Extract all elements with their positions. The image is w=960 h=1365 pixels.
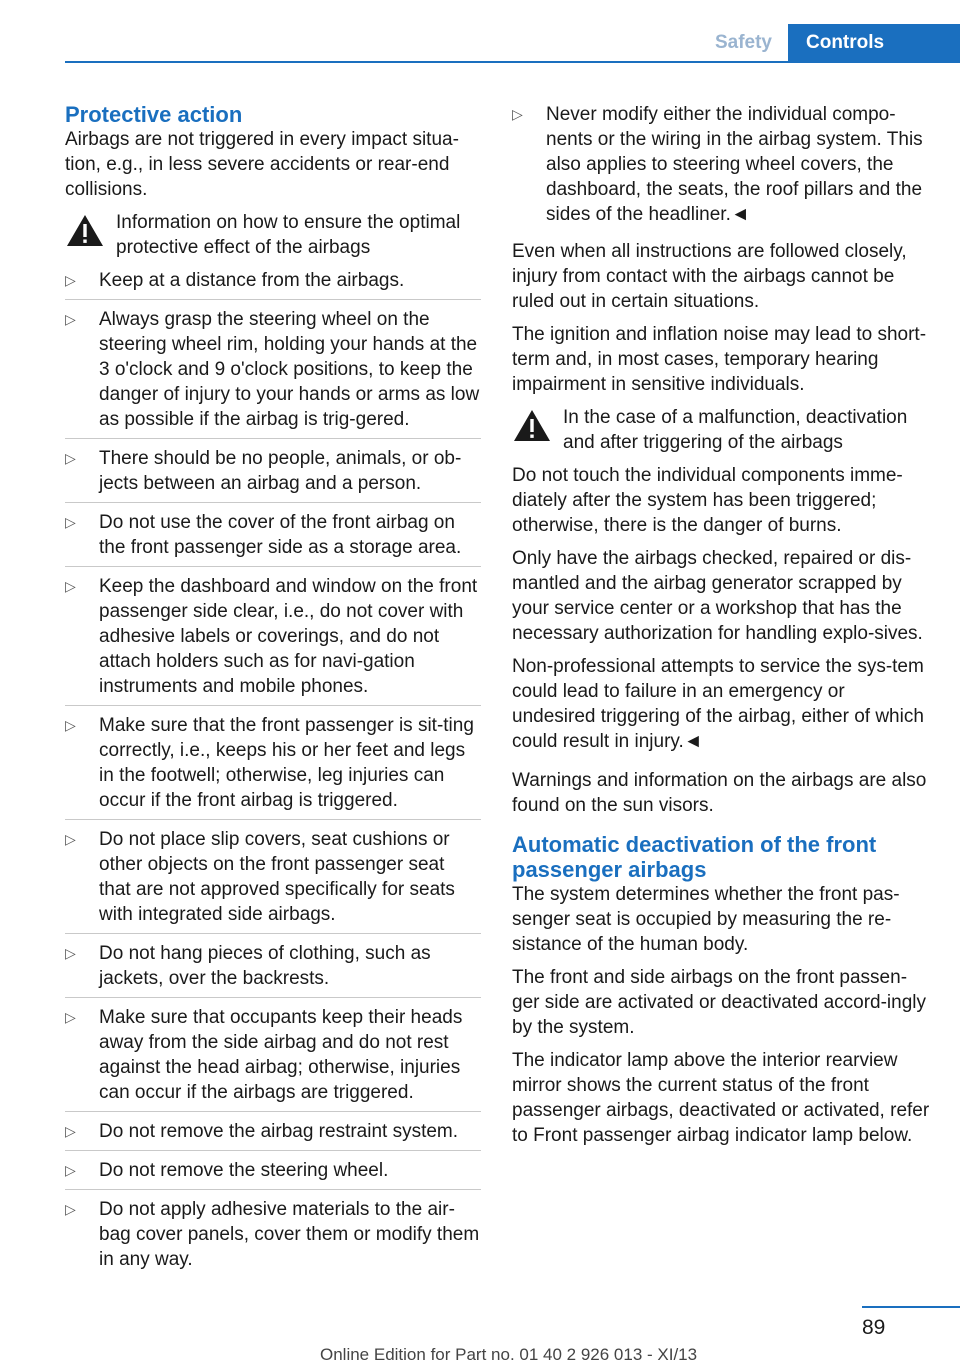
- list-item: ▷ Do not remove the steering wheel.: [65, 1158, 481, 1190]
- paragraph: Even when all instructions are followed closely, injury from contact with the airbags cannot be ruled out in certain situations.: [512, 241, 907, 312]
- list-item: ▷ Keep at a distance from the airbags.: [65, 268, 481, 300]
- right-column: [512, 102, 932, 1156]
- header-rule: [65, 61, 960, 63]
- bullet-triangle-icon: ▷: [65, 450, 76, 466]
- safety-bullet-list: [65, 268, 481, 1278]
- bullet-triangle-icon: ▷: [65, 514, 76, 530]
- section-heading-automatic-deactivation: Automatic deactivation of the front passenger airbags: [512, 832, 877, 882]
- bullet-triangle-icon: ▷: [512, 106, 523, 122]
- paragraph: The system determines whether the front pas-senger seat is occupied by measuring the re-sistance of the human body.: [512, 884, 900, 955]
- bullet-triangle-icon: ▷: [65, 1162, 76, 1178]
- paragraph: Non-professional attempts to service the sys-tem could lead to failure in an emergency or undesired triggering of the airbag, either of which could result in injury.◄: [512, 656, 924, 752]
- bullet-triangle-icon: ▷: [65, 831, 76, 847]
- paragraph: Do not touch the individual components imme-diately after the system has been triggered; otherwise, there is the danger of burns.: [512, 465, 903, 536]
- edition-footer: Online Edition for Part no. 01 40 2 926 013 - XI/13: [320, 1345, 698, 1364]
- intro-paragraph: Airbags are not triggered in every impact situa-tion, e.g., in less severe accidents or rear-end collisions.: [65, 129, 459, 200]
- list-item: ▷ Make sure that the front passenger is sit-ting correctly, i.e., keeps his or her feet and legs in the footwell; otherwise, leg injuries can occur if the front airbag is triggered.: [65, 713, 481, 820]
- list-item: ▷ Do not apply adhesive materials to the air-bag cover panels, cover them or modify them in any way.: [65, 1199, 480, 1270]
- warning-icon: [512, 408, 552, 444]
- continued-bullet-list: [512, 102, 932, 233]
- paragraph: The ignition and inflation noise may lead to short-term and, in most cases, temporary hearing impairment in sensitive individuals.: [512, 324, 927, 395]
- list-item: ▷ Make sure that occupants keep their heads away from the side airbag and do not rest against the head airbag; otherwise, injuries can occur if the airbags are triggered.: [65, 1005, 481, 1112]
- list-item: ▷ There should be no people, animals, or ob-jects between an airbag and a person.: [65, 446, 481, 503]
- footer-rule: [862, 1306, 960, 1308]
- list-item: ▷ Never modify either the individual compo-nents or the wiring in the airbag system. This also applies to steering wheel covers, the dashboard, the seats, the roof pillars and the sides of the headliner.◄: [512, 104, 923, 225]
- bullet-triangle-icon: ▷: [65, 311, 76, 327]
- list-item: ▷ Keep the dashboard and window on the front passenger side clear, i.e., do not cover with adhesive labels or coverings, and do not attach holders such as for navi-gation instruments and mobile phones.: [65, 574, 481, 706]
- page-number: 89: [862, 1316, 886, 1339]
- warning-text: Information on how to ensure the optimal protective effect of the airbags: [116, 212, 461, 258]
- list-item: ▷ Do not remove the airbag restraint system.: [65, 1119, 481, 1151]
- warning-icon: [65, 213, 105, 249]
- header-tabs: [699, 24, 960, 62]
- tab-safety[interactable]: Safety: [699, 24, 788, 62]
- bullet-triangle-icon: ▷: [65, 945, 76, 961]
- warning-block: [65, 210, 481, 260]
- bullet-triangle-icon: ▷: [65, 578, 76, 594]
- left-column: [65, 102, 481, 1285]
- list-item: ▷ Do not place slip covers, seat cushions or other objects on the front passenger seat that are not approved specifically for seats with integrated side airbags.: [65, 827, 481, 934]
- section-heading-protective-action: Protective action: [65, 102, 243, 127]
- list-item: ▷ Do not use the cover of the front airbag on the front passenger side as a storage area.: [65, 510, 481, 567]
- paragraph: Warnings and information on the airbags are also found on the sun visors.: [512, 770, 927, 816]
- paragraph: Only have the airbags checked, repaired or dis-mantled and the airbag generator scrapped by your service center or a workshop that has the necessary authorization for handling explo-sives.: [512, 548, 923, 644]
- warning-block: [512, 405, 932, 455]
- list-item: ▷ Always grasp the steering wheel on the steering wheel rim, holding your hands at the 3 o'clock and 9 o'clock positions, to keep the danger of injury to your hands or arms as low as possible if the airbag is trig-gered.: [65, 307, 481, 439]
- paragraph: The indicator lamp above the interior rearview mirror shows the current status of the front passenger airbags, deactivated or activated, refer to Front passenger airbag indicator lamp below.: [512, 1050, 930, 1146]
- bullet-triangle-icon: ▷: [65, 272, 76, 288]
- bullet-triangle-icon: ▷: [65, 717, 76, 733]
- tab-controls[interactable]: Controls: [788, 24, 960, 62]
- warning-text: In the case of a malfunction, deactivation and after triggering of the airbags: [563, 407, 908, 453]
- paragraph: The front and side airbags on the front passen-ger side are activated or deactivated accord-ingly by the system.: [512, 967, 927, 1038]
- list-item: ▷ Do not hang pieces of clothing, such as jackets, over the backrests.: [65, 941, 481, 998]
- bullet-triangle-icon: ▷: [65, 1123, 76, 1139]
- bullet-triangle-icon: ▷: [65, 1009, 76, 1025]
- bullet-triangle-icon: ▷: [65, 1201, 76, 1217]
